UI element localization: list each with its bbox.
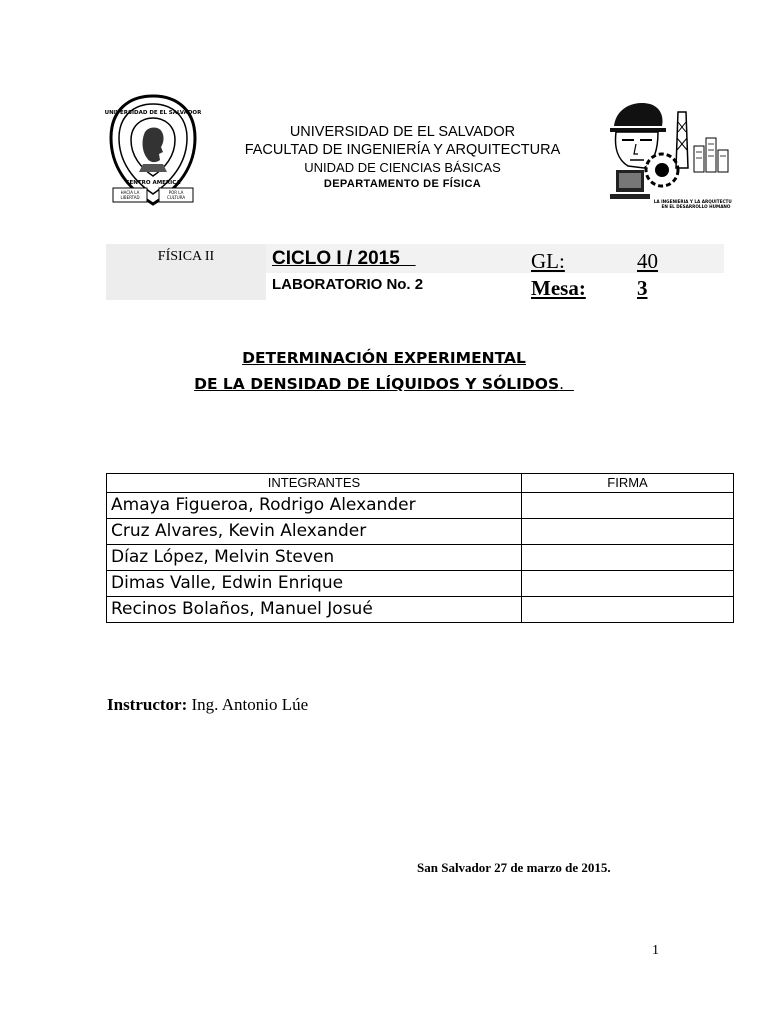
university-name: UNIVERSIDAD DE EL SALVADOR (289, 124, 516, 140)
mesa-label: Mesa: (531, 276, 586, 300)
instructor-label: Instructor: (107, 695, 188, 714)
table-row (107, 493, 734, 519)
engineering-faculty-logo (600, 98, 732, 214)
member-name: Amaya Figueroa, Rodrigo Alexander (107, 493, 522, 519)
department-name: DEPARTAMENTO DE FÍSICA (323, 178, 482, 190)
svg-text:LIBERTAD: LIBERTAD (120, 195, 140, 200)
member-name: Recinos Bolaños, Manuel Josué (107, 597, 522, 623)
title-line-1: DETERMINACIÓN EXPERIMENTAL (242, 349, 526, 367)
svg-text:CENTRO AMERICA: CENTRO AMERICA (125, 180, 181, 186)
signature-cell (522, 493, 734, 519)
mesa-value: 3 (637, 276, 648, 300)
cycle-label: CICLO I / 2015 (272, 248, 416, 269)
signature-cell (522, 597, 734, 623)
svg-text:POR LA: POR LA (168, 190, 184, 195)
university-seal-logo (105, 92, 201, 212)
instructor-name: Ing. Antonio Lúe (187, 695, 309, 714)
svg-text:CULTURA: CULTURA (166, 195, 186, 200)
table-header-row (107, 474, 734, 493)
members-column-header: INTEGRANTES (107, 474, 522, 493)
members-table (106, 473, 734, 623)
signature-cell (522, 571, 734, 597)
svg-text:UNIVERSIDAD DE EL SALVADOR: UNIVERSIDAD DE EL SALVADOR (105, 110, 201, 116)
member-name: Cruz Alvares, Kevin Alexander (107, 519, 522, 545)
institution-header (200, 123, 605, 192)
svg-text:LA INGENIERIA Y LA ARQUITECTUR: LA INGENIERIA Y LA ARQUITECTURA (653, 199, 732, 204)
gl-label: GL: (531, 249, 565, 273)
table-row (107, 597, 734, 623)
course-name: FÍSICA II (157, 249, 215, 264)
svg-text:EN EL DESARROLLO HUMANO: EN EL DESARROLLO HUMANO (661, 204, 731, 209)
lab-number: LABORATORIO No. 2 (272, 276, 424, 293)
title-line-2: DE LA DENSIDAD DE LÍQUIDOS Y SÓLIDOS (194, 375, 560, 393)
table-row (107, 545, 734, 571)
member-name: Dimas Valle, Edwin Enrique (107, 571, 522, 597)
signature-column-header: FIRMA (522, 474, 734, 493)
signature-cell (522, 519, 734, 545)
report-title (100, 345, 668, 397)
svg-text:HACIA LA: HACIA LA (120, 190, 140, 195)
faculty-name: FACULTAD DE INGENIERÍA Y ARQUITECTURA (244, 142, 561, 158)
table-row (107, 571, 734, 597)
signature-cell (522, 545, 734, 571)
document-date: San Salvador 27 de marzo de 2015. (417, 860, 611, 875)
gl-value: 40 (637, 249, 658, 273)
title-line-2-tail: . (559, 375, 574, 393)
table-row (107, 519, 734, 545)
instructor-line (107, 695, 308, 715)
member-name: Díaz López, Melvin Steven (107, 545, 522, 571)
page-number: 1 (652, 943, 659, 958)
unit-name: UNIDAD DE CIENCIAS BÁSICAS (304, 160, 501, 175)
